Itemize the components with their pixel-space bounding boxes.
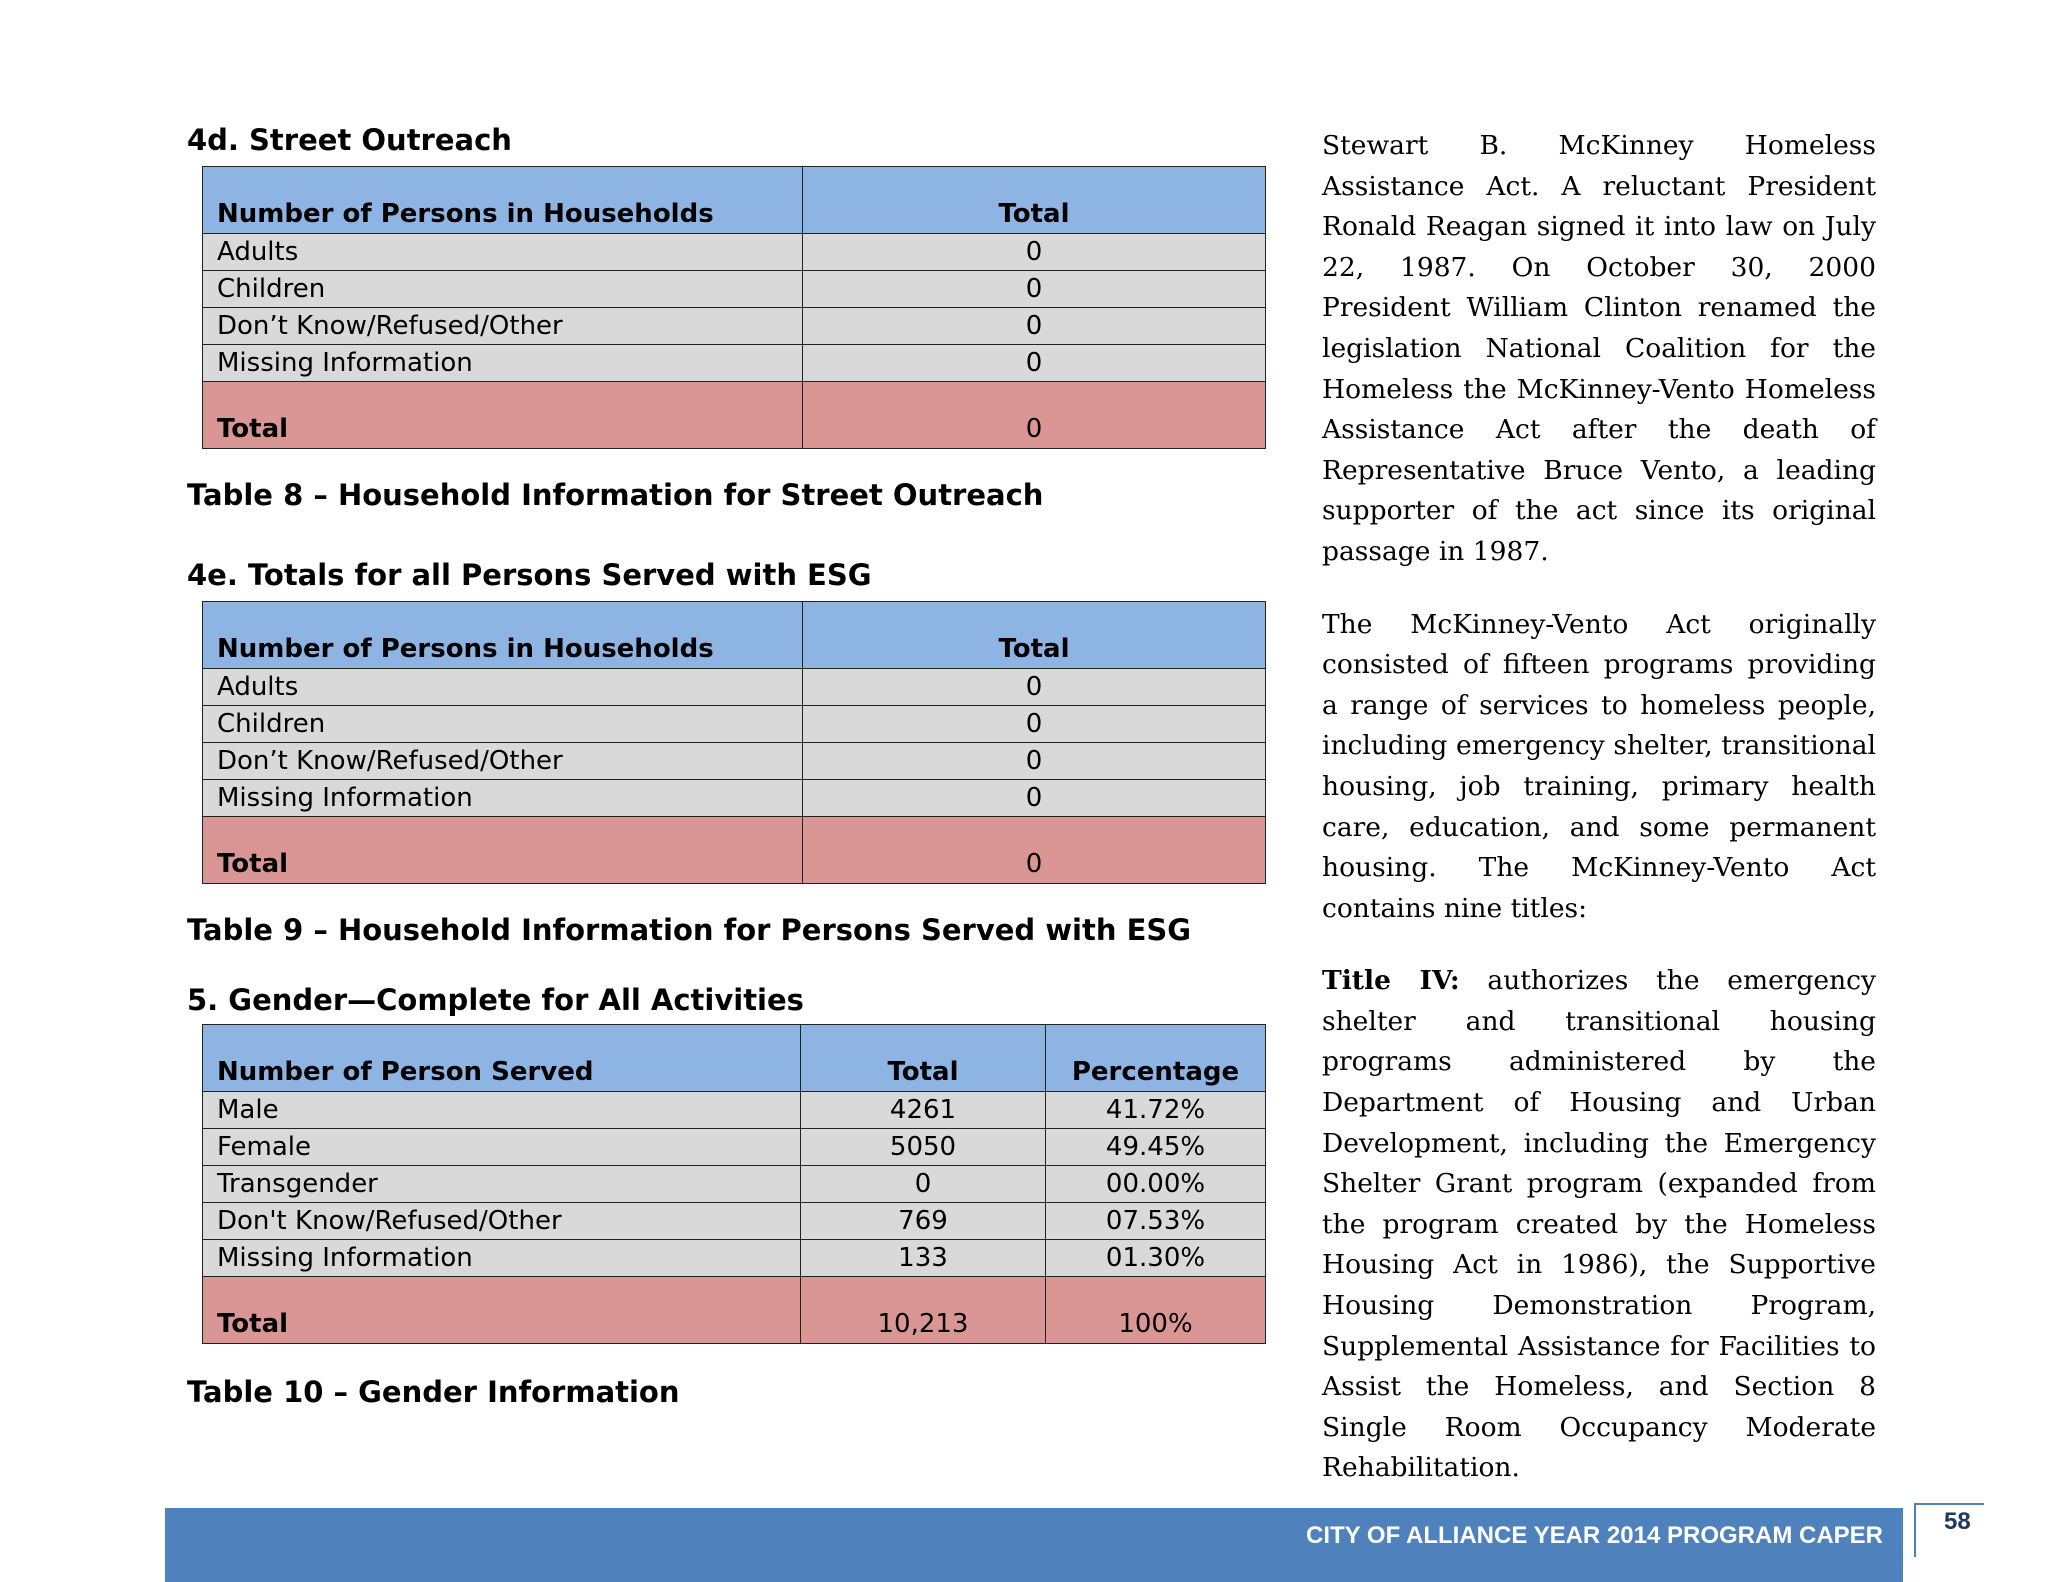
table-total-row xyxy=(203,817,1266,884)
row-percentage: 00.00% xyxy=(1046,1166,1266,1203)
left-column xyxy=(187,120,1267,1412)
section-heading-4e: 4e. Totals for all Persons Served with ESG xyxy=(187,558,872,592)
row-value: 0 xyxy=(803,308,1266,345)
table-caption-8: Table 8 – Household Information for Street Outreach xyxy=(187,478,1044,512)
table-row xyxy=(203,1203,1266,1240)
row-label: Female xyxy=(203,1129,801,1166)
row-value: 0 xyxy=(803,234,1266,271)
row-total: 4261 xyxy=(801,1092,1046,1129)
table-total-row xyxy=(203,382,1266,449)
total-label: Total xyxy=(203,1277,801,1344)
section-heading-5: 5. Gender—Complete for All Activities xyxy=(187,983,804,1017)
table-row xyxy=(203,308,1266,345)
footer-title: CITY OF ALLIANCE YEAR 2014 PROGRAM CAPER xyxy=(1306,1522,1883,1549)
table-row xyxy=(203,234,1266,271)
table-row xyxy=(203,669,1266,706)
section-heading-4d: 4d. Street Outreach xyxy=(187,123,512,157)
table-header-row xyxy=(203,167,1266,234)
title-iv-label: Title IV: xyxy=(1322,965,1460,997)
table-row xyxy=(203,743,1266,780)
street-outreach-table xyxy=(202,166,1266,449)
right-column xyxy=(1322,126,1876,1521)
total-percentage: 100% xyxy=(1046,1277,1266,1344)
table-row xyxy=(203,706,1266,743)
row-value: 0 xyxy=(803,706,1266,743)
row-total: 133 xyxy=(801,1240,1046,1277)
row-value: 0 xyxy=(803,743,1266,780)
footer-bar xyxy=(165,1508,1903,1582)
table-row xyxy=(203,780,1266,817)
table-total-row xyxy=(203,1277,1266,1344)
row-label: Don’t Know/Refused/Other xyxy=(203,308,803,345)
row-percentage: 49.45% xyxy=(1046,1129,1266,1166)
paragraph-title-iv xyxy=(1322,961,1876,1489)
row-total: 769 xyxy=(801,1203,1046,1240)
row-percentage: 07.53% xyxy=(1046,1203,1266,1240)
title-iv-text: authorizes the emergency shelter and transitional housing programs administered by the Department of Housing and Urban Development, including the Emergency Shelter Grant program (expanded from the program created by the Homeless Housing Act in 1986), the Supportive Housing Demonstration Program, Supplemental Assistance for Facilities to Assist the Homeless, and Section 8 Single Room Occupancy Moderate Rehabilitation. xyxy=(1322,965,1876,1484)
column-header: Number of Person Served xyxy=(203,1025,801,1092)
table-header-row xyxy=(203,602,1266,669)
total-value: 10,213 xyxy=(801,1277,1046,1344)
table-caption-9: Table 9 – Household Information for Persons Served with ESG xyxy=(187,913,1192,947)
row-value: 0 xyxy=(803,669,1266,706)
table-caption-10: Table 10 – Gender Information xyxy=(187,1375,680,1409)
row-percentage: 41.72% xyxy=(1046,1092,1266,1129)
table-row xyxy=(203,1092,1266,1129)
row-label: Children xyxy=(203,706,803,743)
row-label: Transgender xyxy=(203,1166,801,1203)
total-value: 0 xyxy=(803,817,1266,884)
row-value: 0 xyxy=(803,780,1266,817)
paragraph-mckinney-history: Stewart B. McKinney Homeless Assistance Act. A reluctant President Ronald Reagan signed it into law on July 22, 1987. On October 30, 2000 President William Clinton renamed the legislation National Coalition for the Homeless the McKinney-Vento Homeless Assistance Act after the death of Representative Bruce Vento, a leading supporter of the act since its original passage in 1987. xyxy=(1322,130,1876,567)
row-total: 5050 xyxy=(801,1129,1046,1166)
row-label: Missing Information xyxy=(203,1240,801,1277)
row-label: Don't Know/Refused/Other xyxy=(203,1203,801,1240)
row-label: Adults xyxy=(203,234,803,271)
row-percentage: 01.30% xyxy=(1046,1240,1266,1277)
row-label: Children xyxy=(203,271,803,308)
table-row xyxy=(203,271,1266,308)
row-label: Don’t Know/Refused/Other xyxy=(203,743,803,780)
column-header: Number of Persons in Households xyxy=(203,602,803,669)
persons-served-table xyxy=(202,601,1266,884)
row-label: Missing Information xyxy=(203,345,803,382)
page-number-divider xyxy=(1914,1503,1916,1557)
table-row xyxy=(203,1129,1266,1166)
column-header: Total xyxy=(801,1025,1046,1092)
column-header: Percentage xyxy=(1046,1025,1266,1092)
table-row xyxy=(203,345,1266,382)
total-label: Total xyxy=(203,817,803,884)
row-label: Male xyxy=(203,1092,801,1129)
row-label: Missing Information xyxy=(203,780,803,817)
table-row xyxy=(203,1240,1266,1277)
total-label: Total xyxy=(203,382,803,449)
row-value: 0 xyxy=(803,271,1266,308)
table-header-row xyxy=(203,1025,1266,1092)
paragraph-mckinney-programs: The McKinney-Vento Act originally consisted of fifteen programs providing a range of services to homeless people, including emergency shelter, transitional housing, job training, primary health care, education, and some permanent housing. The McKinney-Vento Act contains nine titles: xyxy=(1322,608,1876,924)
column-header: Total xyxy=(803,167,1266,234)
table-row xyxy=(203,1166,1266,1203)
gender-table xyxy=(202,1024,1266,1344)
column-header: Total xyxy=(803,602,1266,669)
page-number: 58 xyxy=(1944,1508,1971,1535)
row-value: 0 xyxy=(803,345,1266,382)
column-header: Number of Persons in Households xyxy=(203,167,803,234)
page-number-rule xyxy=(1914,1503,1984,1505)
total-value: 0 xyxy=(803,382,1266,449)
row-total: 0 xyxy=(801,1166,1046,1203)
row-label: Adults xyxy=(203,669,803,706)
